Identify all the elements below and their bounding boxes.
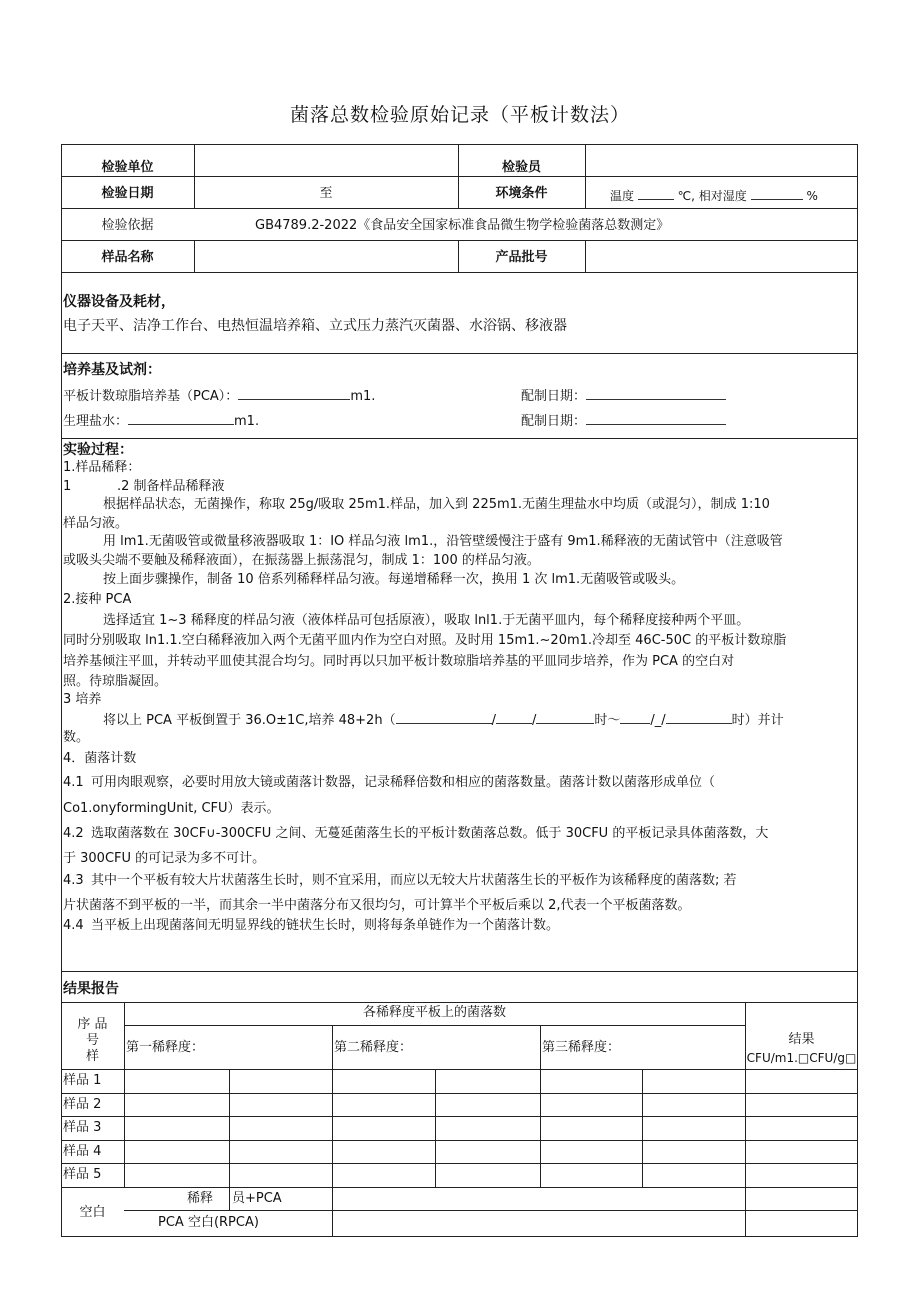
col-divider [585,240,586,272]
sample-row-label: 样品 2 [63,1097,102,1112]
blank-pca-label: PCA 空白(RPCA) [158,1215,259,1230]
sample-row-label: 样品 4 [63,1144,102,1159]
row-line [61,1116,858,1117]
col-line [435,1069,436,1187]
row-divider [61,208,858,209]
pca-volume-blank [238,387,350,400]
rule-4-4-num: 4.4 [63,918,84,933]
saline-unit: m1. [234,414,260,429]
col-line [124,1002,125,1187]
humidity-suffix: % [806,189,818,203]
rule-4-2-num: 4.2 [63,826,84,841]
row-line [61,1140,858,1141]
row-divider [61,240,858,241]
page-title: 菌落总数检验原始记录（平板计数法） [289,104,630,126]
pca-line [63,387,375,405]
rule-4-3a: 其中一个平板有较大片状菌落生长时，则不宜采用，而应以无较大片状菌落生长的平板作为该稀释度的菌落数; 若 [91,873,737,888]
row-divider [61,176,858,177]
para-1a: 根据样品状态，无菌操作，称取 25g/吸取 25m1.样品，加入到 225m1.无菌生理盐水中均质（或混匀），制成 1:10 [103,497,770,512]
para-1b: 样品匀液。 [63,516,129,531]
para-5 [103,711,784,729]
saline-volume-blank [128,412,234,425]
blank-dilution-pca: 员+PCA [232,1191,282,1206]
results-top-line [61,1002,858,1003]
step-1-title: 1.样品稀释： [63,460,141,475]
col-line [229,1069,230,1187]
span-header-line [124,1025,745,1026]
para-4c: 培养基倾注平皿，并转动平皿使其混合均匀。同时再以只加平板计数琼脂培养基的平皿同步培养，作为 PCA 的空白对 [63,654,735,669]
record-table [61,144,858,1237]
para-5b: 数。 [63,730,90,745]
step-4-title: 4．菌落计数 [63,751,137,766]
equipment-heading: 仪器设备及耗材， [63,294,175,310]
pca-unit: m1. [350,389,376,404]
col-line [332,1025,333,1237]
inspector-label: 检验员 [501,160,541,175]
para-5-pre: 将以上 PCA 平板倒置于 36.O±1C,培养 48+2h（ [103,713,396,728]
rule-4-3-num: 4.3 [63,873,84,888]
result-label: 结果 [788,1032,815,1047]
span-header: 各稀释度平板上的菌落数 [362,1005,506,1020]
para-4a: 选择适宜 1~3 稀释度的样品匀液（液体样品可包括原液），吸取 lnl1.于无菌平皿内，每个稀释度接种两个平皿。 [103,613,750,628]
saline-label: 生理盐水： [63,414,129,429]
media-heading: 培养基及试剂： [63,362,161,378]
row-line [61,1093,858,1094]
dilution-2-header: 第二稀释度： [334,1040,413,1055]
temp-prefix: 温度 [610,189,635,203]
sample-name-label: 样品名称 [101,250,154,265]
step-1-sub-num: 1 [63,479,72,494]
date-to: 至 [319,186,333,201]
prep-date-label: 配制日期： [521,389,587,404]
para-3: 按上面步骤操作，制备 10 倍系列稀释样品匀液。每递增稀释一次，换用 1 次 lm1.无菌吸管或吸头。 [103,572,685,587]
blank-dilution-label: 稀释 [187,1191,214,1206]
step-3-title: 3 培养 [63,692,102,707]
pca-label: 平板计数琼脂培养基（PCA）： [63,389,239,404]
step-1-sub: .2 制备样品稀释液 [117,479,225,494]
equipment-list: 电子天平、洁净工作台、电热恒温培养箱、立式压力蒸汽灭菌器、水浴锅、移液器 [63,318,567,334]
rule-4-3b: 片状菌落不到平板的一半，而其余一半中菌落分布又很均匀，可计算半个平板后乘以 2,代表一个平板菌落数。 [63,898,691,913]
section-divider [61,971,858,972]
process-heading: 实验过程： [63,442,133,458]
rule-4-2b: 于 300CFU 的可记录为多不可计。 [63,851,266,866]
humidity-label: ℃, 相对湿度 [677,189,747,203]
batch-label: 产品批号 [495,250,548,265]
para-5-mid: 时～ [594,713,621,728]
sample-row-label: 样品 1 [63,1073,102,1088]
seq-label-3: 样 [85,1049,99,1064]
slash: / [491,713,496,728]
rule-4-1a: 可用肉眼观察，必要时用放大镜或菌落计数器，记录稀释倍数和相应的菌落数量。菌落计数以菌落形成单位（ [91,775,716,790]
prep-date-blank [586,387,726,400]
start-day-blank [536,711,594,724]
para-2b: 或吸头尖端不要触及稀释液面），在振荡器上振荡混匀，制成 1：100 的样品匀液。 [63,553,540,568]
dilution-1-header: 第一稀释度： [126,1040,205,1055]
end-day-blank [666,711,732,724]
col-divider [194,240,195,272]
col-line [229,1187,230,1210]
row-line [61,1163,858,1164]
para-4d: 照。待琼脂凝固。 [63,674,168,689]
end-year-blank [620,711,650,724]
basis-label: 检验依据 [101,218,154,233]
col-line [642,1069,643,1187]
section-divider [61,438,858,439]
slash: /_/ [650,713,666,728]
dilution-3-header: 第三稀释度： [542,1040,621,1055]
step-2-title: 2.接种 PCA [63,592,132,607]
basis-value: GB4789.2-2022《食品安全国家标准食品微生物学检验菌落总数测定》 [255,218,670,233]
blank-label: 空白 [79,1205,106,1220]
seq-label-1: 序 品 [77,1017,108,1032]
col-divider [585,144,586,208]
temp-blank [638,187,674,200]
row-line [61,1187,858,1188]
para-2a: 用 lm1.无菌吸管或微量移液器吸取 1：IO 样品匀液 lm1.，沿管壁缓慢注于盛有 9m1.稀释液的无菌试管中（注意吸管 [103,534,783,549]
prep-date-blank [586,412,726,425]
para-4b: 同时分别吸取 ln1.1.空白稀释液加入两个无菌平皿内作为空白对照。及时用 15m1.~20m1.冷却至 46C-50C 的平板计数琼脂 [63,633,787,648]
result-unit: CFU/m1.□CFU/g□ [746,1051,857,1065]
prep-date-label: 配制日期： [521,414,587,429]
date-label: 检验日期 [101,186,154,201]
unit-label: 检验单位 [101,160,154,175]
para-5-end: 时）并计 [731,713,784,728]
rule-4-1b: Co1.onyformingUnit, CFU）表示。 [63,801,280,816]
row-divider [61,272,858,273]
slash: / [531,713,537,728]
results-heading: 结果报告 [63,981,119,997]
sample-row-label: 样品 5 [63,1167,102,1182]
saline-prep-date [521,412,726,430]
rule-4-4: 当平板上出现菌落间无明显界线的链状生长时，则将每条单链作为一个菌落计数。 [91,918,560,933]
env-label: 环境条件 [495,186,548,201]
saline-line [63,412,259,430]
humidity-blank [751,187,803,200]
env-conditions [610,187,818,204]
col-line [540,1025,541,1187]
start-month-blank [496,711,532,724]
rule-4-1-num: 4.1 [63,775,84,790]
results-header-bottom [61,1069,858,1070]
section-divider [61,353,858,354]
pca-prep-date [521,387,726,405]
sample-row-label: 样品 3 [63,1120,102,1135]
seq-label-2: 号 [85,1033,99,1048]
start-year-blank [396,711,492,724]
rule-4-2a: 选取菌落数在 30CF∪-300CFU 之间、无蔓延菌落生长的平板计数菌落总数。低于 30CFU 的平板记录具体菌落数，大 [91,826,769,841]
blank-row-line [124,1210,858,1211]
